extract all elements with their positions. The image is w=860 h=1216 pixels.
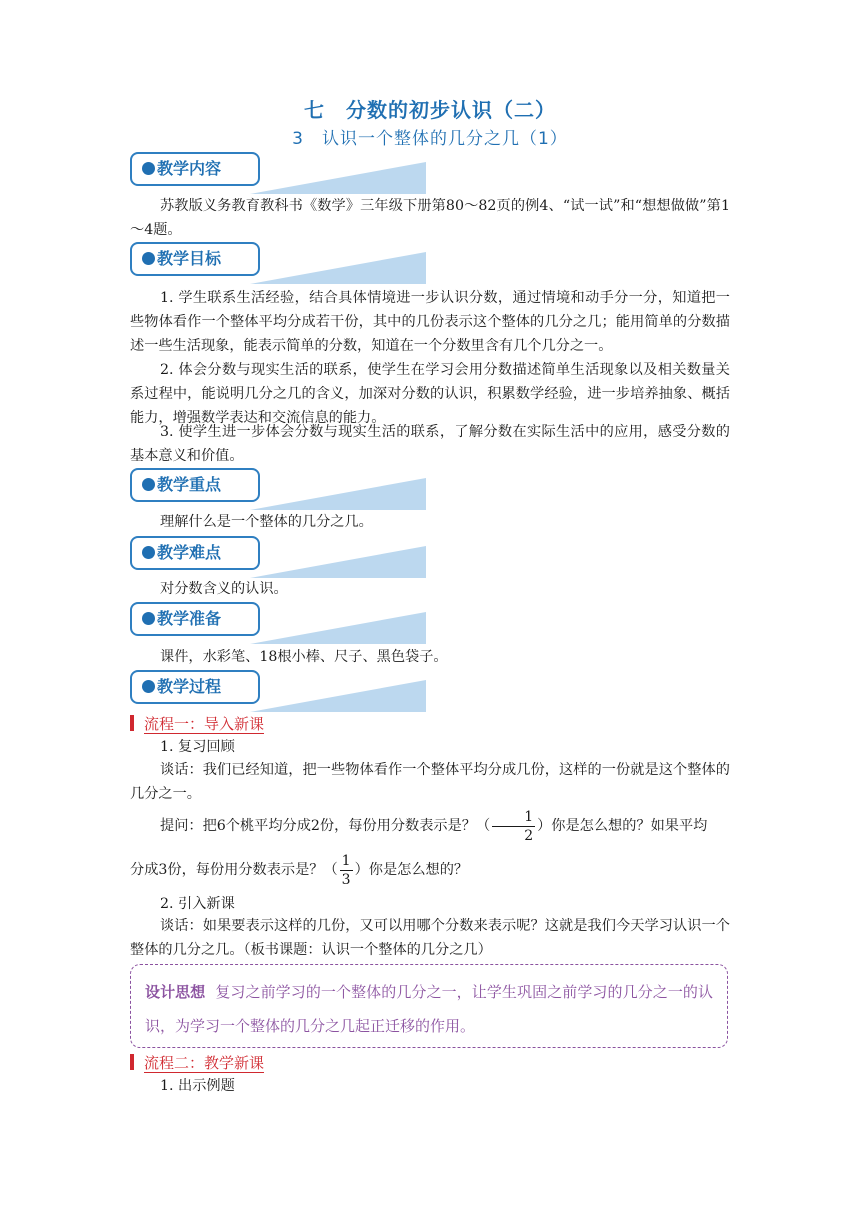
section-label: 教学过程 xyxy=(157,677,222,696)
section-header-content xyxy=(130,152,310,196)
flow-title: 流程二：教学新课 xyxy=(144,1054,265,1072)
bullet-dot-icon xyxy=(142,612,155,625)
fraction-numerator: 1 xyxy=(492,810,535,827)
bullet-dot-icon xyxy=(142,252,155,265)
section-header-goals xyxy=(130,242,310,286)
flow2-step-example: 1. 出示例题 xyxy=(160,1078,235,1094)
flow1-step-intro: 2. 引入新课 xyxy=(160,896,235,912)
flow1-question-line-1 xyxy=(130,806,730,846)
lesson-title: 3 认识一个整体的几分之几（1） xyxy=(292,129,568,149)
section-tab-decoration xyxy=(250,680,426,712)
bullet-dot-icon xyxy=(142,478,155,491)
section-tab-decoration xyxy=(250,546,426,578)
section-label: 教学目标 xyxy=(157,249,222,268)
chapter-title: 七 分数的初步认识（二） xyxy=(304,98,556,122)
flow-title: 流程一：导入新课 xyxy=(144,715,265,733)
fraction-one-third xyxy=(340,854,353,887)
flow-heading-2 xyxy=(130,1052,264,1074)
flow1-question-line-2 xyxy=(130,850,730,890)
flow-heading-1 xyxy=(130,713,264,735)
goal-paragraph-2: 2. 体会分数与现实生活的联系，使学生在学习会用分数描述简单生活现象以及相关数量关系过程中，能说明几分之几的含义，加深对分数的认识，积累数学经验，进一步培养抽象、概括能力，增强数学表达和交流信息的能力。 xyxy=(130,362,730,426)
design-thought-text: 复习之前学习的一个整体的几分之一，让学生巩固之前学习的几分之一的认识，为学习一个整体的几分之几起正迁移的作用。 xyxy=(145,983,713,1035)
section-label: 教学难点 xyxy=(157,543,222,562)
section-label: 教学内容 xyxy=(157,159,222,178)
section-label: 教学重点 xyxy=(157,475,222,494)
section-label: 教学准备 xyxy=(157,609,222,628)
section-tab-decoration xyxy=(250,252,426,284)
bullet-dot-icon xyxy=(142,162,155,175)
fraction-numerator: 1 xyxy=(341,852,351,869)
preparation-text: 课件，水彩笔、18根小棒、尺子、黑色袋子。 xyxy=(160,649,448,665)
section-header-preparation xyxy=(130,602,310,646)
question-text: 分成3份，每份用分数表示是？（ xyxy=(130,862,338,878)
section-tab-decoration xyxy=(250,612,426,644)
section-tab-decoration xyxy=(250,478,426,510)
question-text: ）你是怎么想的？如果平均 xyxy=(537,818,708,834)
section-header-key-points xyxy=(130,468,310,512)
section-header-difficulties xyxy=(130,536,310,580)
content-paragraph: 苏教版义务教育教科书《数学》三年级下册第80～82页的例4、“试一试”和“想想做做”第1～4题。 xyxy=(130,198,730,238)
fraction-denominator: 3 xyxy=(341,871,351,888)
difficulty-text: 对分数含义的认识。 xyxy=(160,581,288,597)
flow1-talk-1: 谈话：我们已经知道，把一些物体看作一个整体平均分成几份，这样的一份就是这个整体的几分之一。 xyxy=(130,762,730,802)
bullet-dot-icon xyxy=(142,680,155,693)
fraction-one-half xyxy=(492,810,535,843)
flow-marker-bar xyxy=(130,715,134,731)
fraction-denominator: 2 xyxy=(524,827,534,844)
goal-paragraph-3: 3. 使学生进一步体会分数与现实生活的联系，了解分数在实际生活中的应用，感受分数的基本意义和价值。 xyxy=(130,424,730,464)
bullet-dot-icon xyxy=(142,546,155,559)
flow1-step-review: 1. 复习回顾 xyxy=(160,739,235,755)
section-tab-decoration xyxy=(250,162,426,194)
question-text: 提问：把6个桃平均分成2份，每份用分数表示是？（ xyxy=(160,818,491,834)
design-thought-label: 设计思想 xyxy=(145,983,206,1001)
flow-marker-bar xyxy=(130,1054,134,1070)
design-thought-box xyxy=(130,964,728,1048)
flow1-talk-2: 谈话：如果要表示这样的几份，又可以用哪个分数来表示呢？这就是我们今天学习认识一个整体的几分之几。（板书课题：认识一个整体的几分之几） xyxy=(130,918,730,958)
key-point-text: 理解什么是一个整体的几分之几。 xyxy=(160,514,373,530)
goal-paragraph-1: 1. 学生联系生活经验，结合具体情境进一步认识分数，通过情境和动手分一分，知道把一些物体看作一个整体平均分成若干份，其中的几份表示这个整体的几分之几；能用简单的分数描述一些生活现象，能表示简单的分数，知道在一个分数里含有几个几分之一。 xyxy=(130,290,730,354)
question-text: ）你是怎么想的？ xyxy=(354,862,469,878)
section-header-process xyxy=(130,670,310,714)
